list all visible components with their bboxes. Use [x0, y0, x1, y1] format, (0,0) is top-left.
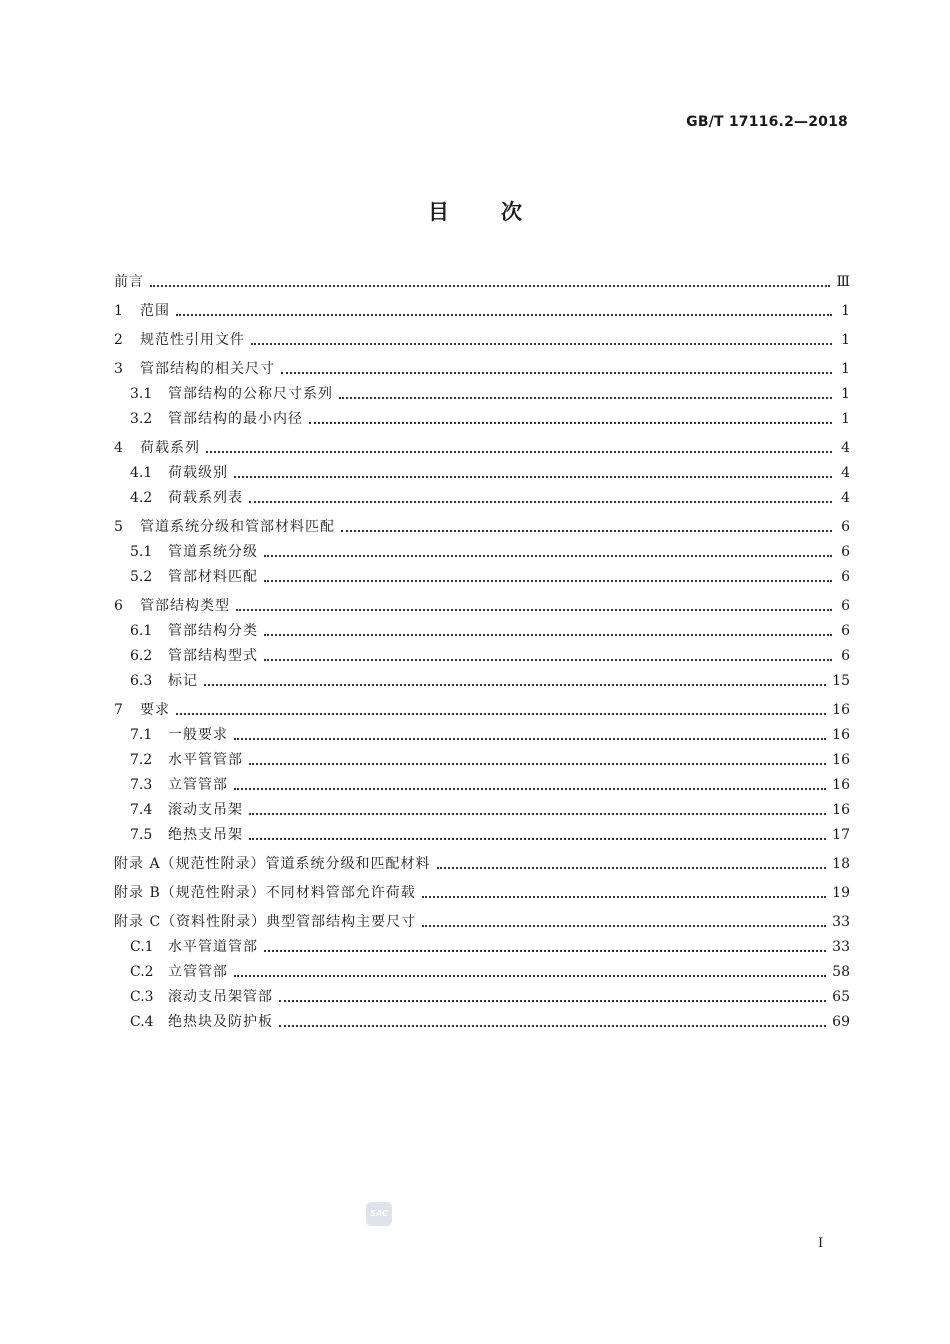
toc-dot-leader — [176, 314, 832, 316]
toc-entry-label: 管部结构类型 — [140, 598, 230, 614]
toc-dot-leader — [264, 555, 832, 557]
toc-entry-label: 荷载系列表 — [168, 490, 243, 506]
toc-entry-number: 3 — [114, 361, 123, 377]
toc-entry-page: 6 — [841, 569, 850, 585]
toc-entry[interactable] — [114, 565, 850, 590]
toc-entry[interactable] — [114, 910, 850, 935]
toc-entry[interactable] — [114, 407, 850, 432]
toc-entry[interactable] — [114, 436, 850, 461]
toc-dot-leader — [234, 476, 832, 478]
toc-entry-page: 1 — [841, 386, 850, 402]
toc-entry-page: 33 — [832, 939, 850, 955]
toc-dot-leader — [234, 788, 826, 790]
toc-entry-label: 管部结构的公称尺寸系列 — [168, 386, 333, 402]
toc-dot-leader — [264, 580, 832, 582]
toc-entry-page: 16 — [832, 702, 850, 718]
toc-entry[interactable] — [114, 1010, 850, 1035]
toc-entry-page: 18 — [832, 856, 850, 872]
toc-dot-leader — [422, 925, 826, 927]
toc-entry-page: 58 — [832, 964, 850, 980]
toc-entry[interactable] — [114, 299, 850, 324]
toc-entry-page: 16 — [832, 752, 850, 768]
toc-dot-leader — [236, 609, 832, 611]
toc-entry-label: 管部结构的相关尺寸 — [140, 361, 275, 377]
toc-entry-number: 6 — [114, 598, 123, 614]
toc-entry-number: 5 — [114, 519, 123, 535]
toc-entry-page: 1 — [841, 361, 850, 377]
toc-entry-number: 7.3 — [130, 777, 153, 793]
toc-dot-leader — [281, 372, 832, 374]
toc-entry-label: 附录 A（规范性附录）管道系统分级和匹配材料 — [114, 856, 431, 872]
toc-entry-label: 管道系统分级和管部材料匹配 — [140, 519, 335, 535]
toc-entry[interactable] — [114, 881, 850, 906]
toc-entry-label: 滚动支吊架 — [168, 802, 243, 818]
toc-entry[interactable] — [114, 852, 850, 877]
toc-dot-leader — [249, 501, 832, 503]
toc-dot-leader — [437, 867, 827, 869]
toc-entry-label: 一般要求 — [168, 727, 228, 743]
page-title — [0, 196, 950, 226]
toc-entry-label: 荷载系列 — [140, 440, 200, 456]
toc-entry-page: 4 — [841, 490, 850, 506]
toc-dot-leader — [249, 763, 826, 765]
toc-entry-label: 滚动支吊架管部 — [168, 989, 273, 1005]
title-char-2: 次 — [501, 200, 522, 224]
toc-dot-leader — [341, 530, 832, 532]
toc-entry-page: 19 — [832, 885, 850, 901]
toc-entry-number: 7.4 — [130, 802, 153, 818]
toc-entry-number: 7.5 — [130, 827, 153, 843]
toc-entry[interactable] — [114, 461, 850, 486]
toc-entry-label: 标记 — [168, 673, 198, 689]
toc-dot-leader — [422, 896, 826, 898]
toc-entry[interactable] — [114, 773, 850, 798]
toc-entry[interactable] — [114, 328, 850, 353]
toc-entry-number: 3.2 — [130, 411, 153, 427]
toc-dot-leader — [249, 838, 826, 840]
toc-dot-leader — [150, 285, 830, 287]
toc-entry-page: 16 — [832, 802, 850, 818]
title-char-1: 目 — [428, 200, 449, 224]
toc-entry-page: Ⅲ — [836, 274, 850, 290]
toc-dot-leader — [264, 950, 826, 952]
toc-entry-number: 5.2 — [130, 569, 153, 585]
toc-entry-label: 绝热支吊架 — [168, 827, 243, 843]
toc-dot-leader — [309, 422, 832, 424]
toc-entry-label: 管道系统分级 — [168, 544, 258, 560]
standard-number: GB/T 17116.2—2018 — [686, 114, 848, 130]
toc-entry-label: 管部结构型式 — [168, 648, 258, 664]
toc-entry[interactable] — [114, 935, 850, 960]
toc-entry-page: 6 — [841, 648, 850, 664]
toc-entry-page: 16 — [832, 727, 850, 743]
toc-entry-page: 69 — [832, 1014, 850, 1030]
toc-entry-number: 4.2 — [130, 490, 153, 506]
toc-entry-number: C.3 — [130, 989, 154, 1005]
toc-entry[interactable] — [114, 669, 850, 694]
toc-entry-label: 范围 — [140, 303, 170, 319]
toc-dot-leader — [234, 738, 826, 740]
toc-entry[interactable] — [114, 723, 850, 748]
toc-dot-leader — [204, 684, 826, 686]
toc-entry[interactable] — [114, 798, 850, 823]
toc-entry[interactable] — [114, 270, 850, 295]
toc-entry-label: 附录 C（资料性附录）典型管部结构主要尺寸 — [114, 914, 417, 930]
toc-dot-leader — [251, 343, 832, 345]
toc-entry-label: 立管管部 — [168, 964, 228, 980]
footer-page-number: I — [818, 1236, 824, 1251]
toc-entry-label: 管部结构分类 — [168, 623, 258, 639]
toc-dot-leader — [264, 659, 832, 661]
toc-entry[interactable] — [114, 698, 850, 723]
toc-entry-number: 3.1 — [130, 386, 153, 402]
toc-entry[interactable] — [114, 382, 850, 407]
toc-dot-leader — [206, 451, 832, 453]
toc-dot-leader — [249, 813, 826, 815]
toc-entry-page: 1 — [841, 332, 850, 348]
toc-entry-number: C.2 — [130, 964, 154, 980]
toc-entry-number: 7.1 — [130, 727, 153, 743]
toc-entry-page: 6 — [841, 544, 850, 560]
toc-entry[interactable] — [114, 486, 850, 511]
toc-entry[interactable] — [114, 748, 850, 773]
toc-entry-page: 15 — [832, 673, 850, 689]
toc-entry-label: 管部材料匹配 — [168, 569, 258, 585]
toc-entry-label: 立管管部 — [168, 777, 228, 793]
toc-dot-leader — [279, 1000, 826, 1002]
toc-entry[interactable] — [114, 540, 850, 565]
toc-entry-page: 4 — [841, 465, 850, 481]
toc-entry[interactable] — [114, 515, 850, 540]
toc-entry-number: 6.2 — [130, 648, 153, 664]
toc-entry-page: 6 — [841, 623, 850, 639]
toc-entry-number: 4 — [114, 440, 123, 456]
toc-entry-number: 2 — [114, 332, 123, 348]
toc-dot-leader — [279, 1025, 826, 1027]
toc-entry-label: 附录 B（规范性附录）不同材料管部允许荷载 — [114, 885, 416, 901]
toc-dot-leader — [234, 975, 826, 977]
toc-entry[interactable] — [114, 594, 850, 619]
toc-entry-page: 6 — [841, 519, 850, 535]
toc-entry-page: 6 — [841, 598, 850, 614]
toc-entry-number: 7 — [114, 702, 123, 718]
toc-entry-label: 荷载级别 — [168, 465, 228, 481]
toc-entry-label: 水平管管部 — [168, 752, 243, 768]
toc-entry-label: 水平管道管部 — [168, 939, 258, 955]
toc-entry-label: 管部结构的最小内径 — [168, 411, 303, 427]
toc-entry-page: 17 — [832, 827, 850, 843]
toc-entry-page: 1 — [841, 411, 850, 427]
toc-dot-leader — [264, 634, 832, 636]
toc-entry-label: 绝热块及防护板 — [168, 1014, 273, 1030]
toc-entry-label: 前言 — [114, 274, 144, 290]
toc-entry-number: C.1 — [130, 939, 154, 955]
toc-entry-page: 65 — [832, 989, 850, 1005]
toc-entry[interactable] — [114, 985, 850, 1010]
toc-entry-page: 4 — [841, 440, 850, 456]
toc-entry-label: 要求 — [140, 702, 170, 718]
toc-entry-label: 规范性引用文件 — [140, 332, 245, 348]
toc-entry[interactable] — [114, 823, 850, 848]
toc-entry-number: 7.2 — [130, 752, 153, 768]
toc-entry-number: 1 — [114, 303, 123, 319]
sac-logo-icon: SAC — [366, 1202, 392, 1226]
toc-entry[interactable] — [114, 619, 850, 644]
toc-entry-number: C.4 — [130, 1014, 154, 1030]
toc-entry-number: 6.1 — [130, 623, 153, 639]
toc-dot-leader — [339, 397, 832, 399]
toc-entry-number: 6.3 — [130, 673, 153, 689]
table-of-contents — [114, 270, 850, 1035]
toc-entry-page: 33 — [832, 914, 850, 930]
toc-entry-page: 1 — [841, 303, 850, 319]
toc-entry-page: 16 — [832, 777, 850, 793]
toc-dot-leader — [176, 713, 826, 715]
toc-entry[interactable] — [114, 357, 850, 382]
toc-entry[interactable] — [114, 960, 850, 985]
toc-entry[interactable] — [114, 644, 850, 669]
toc-entry-number: 5.1 — [130, 544, 153, 560]
toc-entry-number: 4.1 — [130, 465, 153, 481]
